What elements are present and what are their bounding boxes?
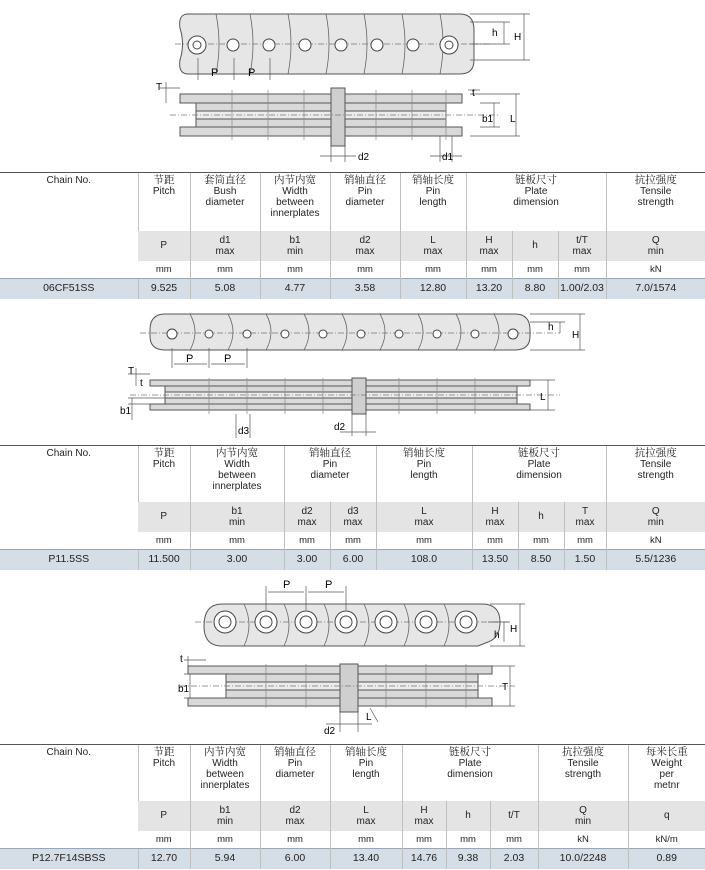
unit-cell: mm: [400, 261, 466, 279]
sym-L: L max: [330, 801, 402, 831]
value-cell: 13.40: [330, 849, 402, 869]
unit-cell: mm: [512, 261, 558, 279]
value-cell: 3.58: [330, 279, 400, 299]
value-cell: 6.00: [260, 849, 330, 869]
header-pitch: 节距 Pitch: [138, 446, 190, 502]
sym-h: h: [518, 502, 564, 532]
unit-cell: mm: [330, 532, 376, 550]
header-plate-dimension: 链板尺寸 Plate dimension: [472, 446, 606, 502]
row-label: Chain No.: [0, 745, 138, 849]
sym-Q: Q min: [606, 231, 705, 261]
label-d1: d1: [442, 152, 454, 163]
label-t: t: [180, 654, 183, 665]
value-cell: 6.00: [330, 550, 376, 570]
sym-b1: b1 min: [190, 801, 260, 831]
spec-table-1: [0, 172, 705, 299]
sym-h: h: [446, 801, 490, 831]
sym-P: P: [138, 502, 190, 532]
header-width: 内节内宽 Width between innerplates: [190, 745, 260, 801]
label-T: T: [156, 82, 163, 93]
value-cell: 5.94: [190, 849, 260, 869]
row-label: Chain No.: [0, 446, 138, 550]
label-H: H: [572, 330, 580, 341]
chain-no: 06CF51SS: [0, 279, 138, 299]
header-pitch: 节距 Pitch: [138, 745, 190, 801]
sym-b1: b1 min: [260, 231, 330, 261]
unit-cell: kN/m: [628, 831, 705, 849]
unit-cell: mm: [376, 532, 472, 550]
label-L: L: [540, 392, 546, 403]
sym-T: T max: [564, 502, 606, 532]
label-h: h: [492, 28, 498, 39]
header-pin-diameter: 销轴直径 Pin diameter: [330, 173, 400, 231]
sym-d2: d2 max: [260, 801, 330, 831]
unit-cell: mm: [190, 532, 284, 550]
header-width: 内节内宽 Width between innerplates: [260, 173, 330, 231]
value-cell: 12.70: [138, 849, 190, 869]
header-width: 内节内宽 Width between innerplates: [190, 446, 284, 502]
label-pitch-a: P: [186, 353, 194, 365]
value-cell: 1.50: [564, 550, 606, 570]
label-d2: d2: [324, 726, 336, 737]
unit-cell: mm: [330, 261, 400, 279]
value-cell: 2.03: [490, 849, 538, 869]
header-tensile: 抗拉强度 Tensile strength: [606, 446, 705, 502]
unit-cell: mm: [472, 532, 518, 550]
value-cell: 8.50: [518, 550, 564, 570]
sym-H: H max: [466, 231, 512, 261]
unit-cell: mm: [138, 831, 190, 849]
value-cell: 11.500: [138, 550, 190, 570]
label-h: h: [494, 630, 500, 641]
chain-drawing-1: [0, 0, 705, 172]
label-d2: d2: [358, 152, 370, 163]
label-pitch-a: P: [283, 579, 291, 591]
unit-cell: mm: [190, 831, 260, 849]
label-h: h: [548, 322, 554, 333]
unit-cell: mm: [190, 261, 260, 279]
sym-Q: Q min: [606, 502, 705, 532]
value-cell: 0.89: [628, 849, 705, 869]
header-pin-length: 销轴长度 Pin length: [400, 173, 466, 231]
unit-cell: mm: [138, 532, 190, 550]
unit-cell: mm: [518, 532, 564, 550]
sym-q: q: [628, 801, 705, 831]
header-weight: 每米长重 Weight per metnr: [628, 745, 705, 801]
sym-H: H max: [402, 801, 446, 831]
label-L: L: [510, 114, 516, 125]
label-t: t: [140, 378, 143, 389]
unit-cell: mm: [402, 831, 446, 849]
value-cell: 3.00: [190, 550, 284, 570]
value-cell: 5.5/1236: [606, 550, 705, 570]
value-cell: 13.20: [466, 279, 512, 299]
label-H: H: [514, 32, 522, 43]
label-b1: b1: [482, 114, 494, 125]
chain-drawing-3-svg: [0, 572, 705, 744]
unit-cell: mm: [284, 532, 330, 550]
label-pitch-b: P: [224, 353, 232, 365]
label-T: T: [128, 366, 135, 377]
chain-drawing-2-svg: [0, 300, 705, 445]
sym-d2: d2 max: [284, 502, 330, 532]
unit-cell: mm: [490, 831, 538, 849]
value-cell: 10.0/2248: [538, 849, 628, 869]
label-d2: d2: [334, 422, 346, 433]
header-plate-dimension: 链板尺寸 Plate dimension: [402, 745, 538, 801]
chain-drawing-3: [0, 572, 705, 744]
sym-P: P: [138, 801, 190, 831]
sym-H: H max: [472, 502, 518, 532]
header-pin-length: 销轴长度 Pin length: [376, 446, 472, 502]
spec-table-2: [0, 445, 705, 570]
label-L: L: [366, 712, 372, 723]
unit-cell: mm: [260, 261, 330, 279]
sym-h: h: [512, 231, 558, 261]
unit-cell: mm: [260, 831, 330, 849]
sym-Q: Q min: [538, 801, 628, 831]
value-cell: 9.525: [138, 279, 190, 299]
label-t: t: [472, 88, 475, 99]
value-cell: 12.80: [400, 279, 466, 299]
row-label: Chain No.: [0, 173, 138, 279]
sym-tT: t/T: [490, 801, 538, 831]
label-pitch-b: P: [325, 579, 333, 591]
sym-d1: d1 max: [190, 231, 260, 261]
sym-d2: d2 max: [330, 231, 400, 261]
unit-cell: mm: [564, 532, 606, 550]
unit-cell: kN: [538, 831, 628, 849]
unit-cell: mm: [558, 261, 606, 279]
unit-cell: kN: [606, 261, 705, 279]
unit-cell: mm: [466, 261, 512, 279]
header-pin-diameter: 销轴直径 Pin diameter: [284, 446, 376, 502]
sym-tT: t/T max: [558, 231, 606, 261]
label-H: H: [510, 624, 518, 635]
sym-b1: b1 min: [190, 502, 284, 532]
value-cell: 7.0/1574: [606, 279, 705, 299]
sym-L: L max: [400, 231, 466, 261]
value-cell: 3.00: [284, 550, 330, 570]
label-T: T: [502, 682, 509, 693]
chain-no: P12.7F14SBSS: [0, 849, 138, 869]
unit-cell: mm: [446, 831, 490, 849]
header-plate-dimension: 链板尺寸 Plate dimension: [466, 173, 606, 231]
chain-drawing-1-svg: [0, 0, 705, 172]
header-bush-diameter: 套筒直径 Bush diameter: [190, 173, 260, 231]
sym-d3: d3 max: [330, 502, 376, 532]
chain-no: P11.5SS: [0, 550, 138, 570]
value-cell: 4.77: [260, 279, 330, 299]
spec-table-3: [0, 744, 705, 869]
header-pitch: 节距 Pitch: [138, 173, 190, 231]
unit-cell: mm: [330, 831, 402, 849]
label-pitch-b: P: [248, 67, 256, 79]
value-cell: 5.08: [190, 279, 260, 299]
header-tensile: 抗拉强度 Tensile strength: [538, 745, 628, 801]
header-tensile: 抗拉强度 Tensile strength: [606, 173, 705, 231]
label-b1: b1: [178, 684, 190, 695]
chain-drawing-2: [0, 300, 705, 445]
unit-cell: mm: [138, 261, 190, 279]
table-row: [0, 849, 705, 869]
header-pin-diameter: 销轴直径 Pin diameter: [260, 745, 330, 801]
sym-P: P: [138, 231, 190, 261]
table-row: [0, 279, 705, 299]
table-row: [0, 550, 705, 570]
value-cell: 108.0: [376, 550, 472, 570]
header-pin-length: 销轴长度 Pin length: [330, 745, 402, 801]
label-b1: b1: [120, 406, 132, 417]
value-cell: 1.00/2.03: [558, 279, 606, 299]
value-cell: 13.50: [472, 550, 518, 570]
value-cell: 9.38: [446, 849, 490, 869]
label-d3: d3: [238, 426, 250, 437]
label-pitch-a: P: [211, 67, 219, 79]
sym-L: L max: [376, 502, 472, 532]
unit-cell: kN: [606, 532, 705, 550]
value-cell: 14.76: [402, 849, 446, 869]
value-cell: 8.80: [512, 279, 558, 299]
